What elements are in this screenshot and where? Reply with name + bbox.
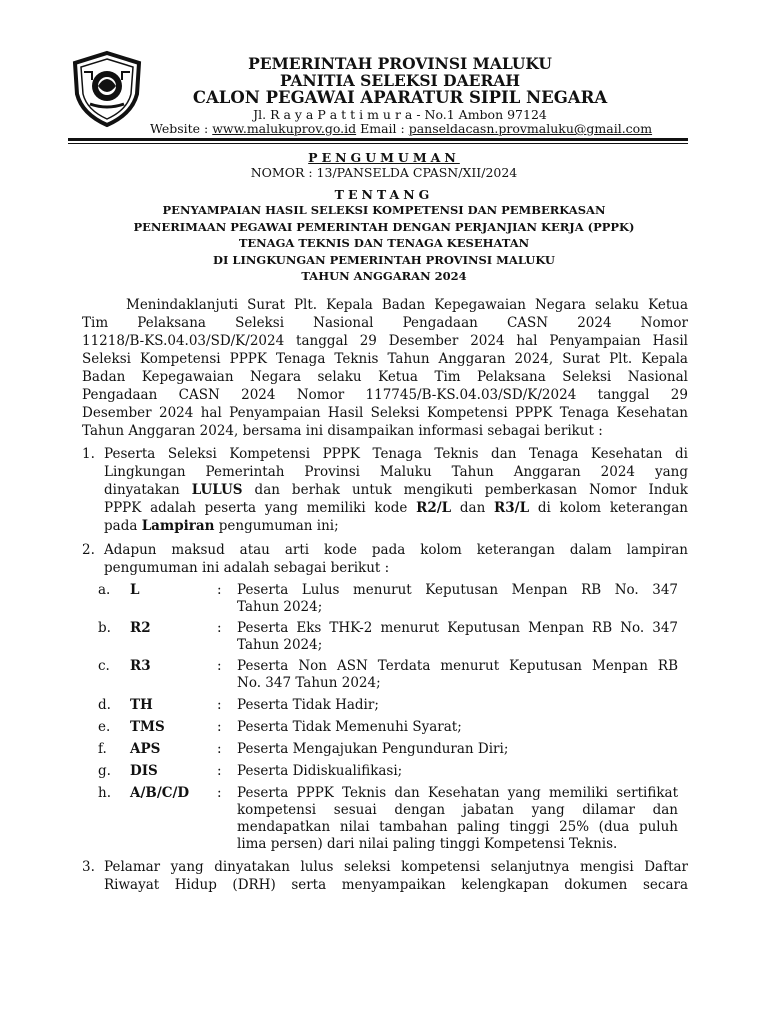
intro-line: Tahun Anggaran 2024, bersama ini disampaikan informasi sebagai berikut :	[82, 423, 603, 439]
item-code: DIS	[130, 763, 158, 779]
item-desc-line: Peserta Mengajukan Pengunduran Diri;	[237, 741, 509, 757]
item-code: TH	[130, 697, 153, 713]
letterhead-government: PEMERINTAH PROVINSI MALUKU	[248, 54, 552, 73]
point1-line: Peserta Seleksi Kompetensi PPPK Tenaga Teknis dan Tenaga Kesehatan di	[104, 446, 688, 462]
intro-line: Pengadaan CASN 2024 Nomor 117745/B-KS.04.03/SD/K/2024 tanggal 29	[82, 387, 688, 403]
text-run: pengumuman ini;	[214, 518, 339, 534]
letterhead-title: CALON PEGAWAI APARATUR SIPIL NEGARA	[192, 88, 608, 107]
item-desc-line: Peserta Non ASN Terdata menurut Keputusan Menpan RB	[237, 658, 678, 674]
text-run: dan berhak untuk mengikuti pemberkasan Nomor Induk	[242, 482, 688, 498]
item-desc-line: mendapatkan nilai tambahan paling tinggi 25% (dua puluh	[237, 819, 678, 835]
point3-line: Riwayat Hidup (DRH) serta menyampaikan kelengkapan dokumen secara	[104, 877, 688, 893]
email-link[interactable]: panseldacasn.provmaluku@gmail.com	[408, 121, 653, 136]
item-desc-line: Tahun 2024;	[237, 599, 323, 615]
item-desc-line: Peserta Eks THK-2 menurut Keputusan Menpan RB No. 347	[237, 620, 678, 636]
point1-line: Lingkungan Pemerintah Provinsi Maluku Tahun Anggaran 2024 yang	[104, 464, 688, 480]
maluku-emblem-icon	[68, 50, 146, 128]
item-letter: g.	[98, 763, 111, 779]
item-colon: :	[217, 763, 222, 779]
text-run: di kolom keterangan	[529, 500, 688, 516]
subject-line: PENYAMPAIAN HASIL SELEKSI KOMPETENSI DAN PEMBERKASAN	[162, 203, 606, 217]
letterhead-divider-thick	[68, 138, 688, 141]
item-desc-line: Peserta Tidak Memenuhi Syarat;	[237, 719, 462, 735]
item-colon: :	[217, 785, 222, 801]
tentang-heading: TENTANG	[334, 187, 434, 202]
letterhead-divider-thin	[68, 143, 688, 144]
intro-line: Badan Kepegawaian Negara selaku Ketua Tim Pelaksana Seleksi Nasional	[82, 369, 688, 385]
item-desc-line: lima persen) dari nilai paling tinggi Kompetensi Teknis.	[237, 836, 618, 852]
intro-line: Tim Pelaksana Seleksi Nasional Pengadaan CASN 2024 Nomor	[82, 315, 688, 331]
intro-line: Desember 2024 hal Penyampaian Hasil Seleksi Kompetensi PPPK Tenaga Kesehatan	[82, 405, 688, 421]
email-label: Email :	[356, 121, 409, 136]
item-colon: :	[217, 582, 222, 598]
text-run: dan	[451, 500, 495, 516]
point-number: 2.	[82, 542, 95, 558]
item-desc-line: kompetensi sesuai dengan jabatan yang dilamar dan	[237, 802, 678, 818]
intro-line: 11218/B-KS.04.03/SD/K/2024 tanggal 29 Desember 2024 hal Penyampaian Hasil	[82, 333, 688, 349]
intro-line: Seleksi Kompetensi PPPK Tenaga Teknis Tahun Anggaran 2024, Surat Plt. Kepala	[82, 351, 688, 367]
item-desc-line: No. 347 Tahun 2024;	[237, 675, 381, 691]
announcement-heading: PENGUMUMAN	[308, 150, 460, 165]
item-code: APS	[130, 741, 161, 757]
letterhead-committee: PANITIA SELEKSI DAERAH	[279, 71, 521, 90]
text-run: dinyatakan	[104, 482, 192, 498]
point2-line: Adapun maksud atau arti kode pada kolom keterangan dalam lampiran	[104, 542, 688, 558]
item-letter: d.	[98, 697, 111, 713]
text-run: pada	[104, 518, 142, 534]
item-code: TMS	[130, 719, 165, 735]
lulus-emphasis: LULUS	[191, 482, 243, 498]
subject-line: TAHUN ANGGARAN 2024	[301, 269, 467, 283]
item-code: R3	[130, 658, 151, 674]
code-r3l: R3/L	[494, 500, 530, 516]
item-letter: f.	[98, 741, 107, 757]
item-desc-line: Peserta Tidak Hadir;	[237, 697, 379, 713]
website-link[interactable]: www.malukuprov.go.id	[212, 121, 357, 136]
item-desc-line: Peserta Lulus menurut Keputusan Menpan RB No. 347	[237, 582, 678, 598]
letterhead-contact	[150, 121, 653, 136]
point-number: 1.	[82, 446, 95, 462]
website-label: Website :	[150, 121, 213, 136]
point3-line: Pelamar yang dinyatakan lulus seleksi kompetensi selanjutnya mengisi Daftar	[104, 859, 688, 875]
lampiran-emphasis: Lampiran	[141, 518, 215, 534]
item-letter: h.	[98, 785, 111, 801]
item-colon: :	[217, 658, 222, 674]
subject-line: PENERIMAAN PEGAWAI PEMERINTAH DENGAN PERJANJIAN KERJA (PPPK)	[133, 220, 635, 234]
item-letter: a.	[98, 582, 111, 598]
announcement-number: NOMOR : 13/PANSELDA CPASN/XII/2024	[250, 165, 518, 180]
item-colon: :	[217, 741, 222, 757]
item-desc-line: Peserta PPPK Teknis dan Kesehatan yang memiliki sertifikat	[237, 785, 678, 801]
item-desc-line: Tahun 2024;	[237, 637, 323, 653]
item-colon: :	[217, 697, 222, 713]
point1-line	[104, 518, 339, 535]
item-code: A/B/C/D	[130, 785, 190, 801]
item-desc-line: Peserta Didiskualifikasi;	[237, 763, 403, 779]
item-colon: :	[217, 719, 222, 735]
item-code: R2	[130, 620, 151, 636]
item-colon: :	[217, 620, 222, 636]
point2-line: pengumuman ini adalah sebagai berikut :	[104, 560, 390, 576]
item-letter: c.	[98, 658, 110, 674]
item-letter: e.	[98, 719, 111, 735]
subject-line: DI LINGKUNGAN PEMERINTAH PROVINSI MALUKU	[213, 253, 555, 267]
point-number: 3.	[82, 859, 95, 875]
point1-line	[104, 482, 688, 499]
item-letter: b.	[98, 620, 111, 636]
text-run: PPPK adalah peserta yang memiliki kode	[104, 500, 417, 516]
letterhead-address: Jl. R a y a P a t t i m u r a - No.1 Ambon 97124	[253, 107, 547, 122]
point1-line	[104, 500, 688, 517]
intro-line: Menindaklanjuti Surat Plt. Kepala Badan Kepegawaian Negara selaku Ketua	[126, 297, 688, 313]
item-code: L	[130, 582, 140, 598]
subject-line: TENAGA TEKNIS DAN TENAGA KESEHATAN	[238, 236, 530, 250]
code-r2l: R2/L	[416, 500, 452, 516]
